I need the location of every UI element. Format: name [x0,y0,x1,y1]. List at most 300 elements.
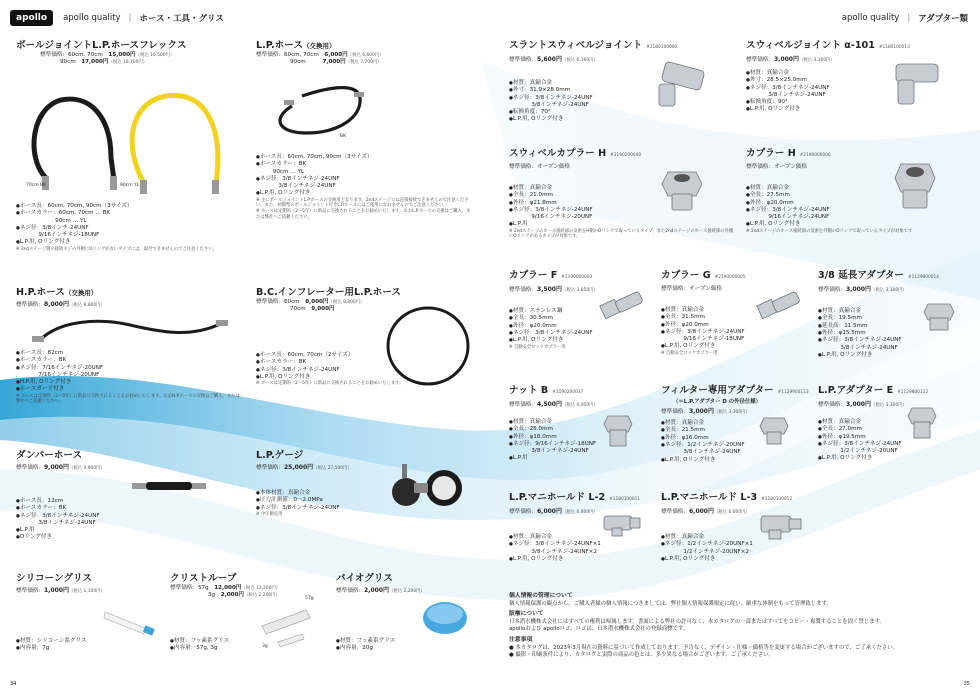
product-title: B.C.インフレーター用L.P.ホース [256,287,401,298]
spec-item: ● 全長：21.0mm [509,192,744,199]
spec-item: ● 本体材質：真鍮合金 [256,490,476,497]
spec-item: ● 材質：真鍮合金 [509,185,744,192]
note: ※ 2ndステージのホース接続部の気密を外側のOリングで取っているタイプが対象です [746,228,913,234]
product-title: バイオグリス [336,573,393,584]
price-tax: （税込 6,600円） [347,53,384,58]
spec-item: ● 材質：真鍮合金 [818,419,978,426]
price-value: 6,000円 [536,508,562,515]
title-main: フィルター専用アダプター [661,385,774,396]
price-line [818,401,978,409]
product-code: #1180100012 [761,497,793,502]
price-line [16,464,246,472]
price-value: 15,000円 [108,52,136,58]
spec-list [16,350,246,405]
product-lp-hose [256,40,476,66]
spec-item: ● 全長：31.5mm [661,314,816,321]
notice-section [509,590,969,660]
note: ※ 自動安全ロックカプラー用 [661,350,718,356]
spec-item: ● ホース長：60cm, 70cm（2サイズ） [256,352,476,359]
slant-swivel-image [655,58,715,110]
price-value: 2,000円 [363,587,389,594]
price-label: 標準価格： [509,57,537,63]
spec-item: ● ネジ径：3/8インチネジ-24UNF [256,505,476,512]
title-main: 3/8 延長アダプター [818,270,905,281]
price-line [818,286,978,294]
silicone-grease-image [100,600,160,640]
spec-item: ● 材質：真鍮合金 [509,419,659,426]
spec-list [509,185,744,240]
price-value: 5,600円 [536,56,562,63]
spec-item: ● 内容量：57g, 3g [170,645,320,652]
lp-manifold-l3-image [755,508,805,542]
spec-item: ● ホース長：60cm, 70cm, 90cm（3サイズ） [256,154,476,161]
price-tax: （税込 3,850円） [561,288,598,293]
spec-item: ● L.P.用, Oリング付き [256,190,476,197]
spec-item: ● Oリング付き [16,534,246,541]
price-line [336,587,476,595]
product-nut-b [509,385,659,463]
coupler-g-image [755,288,805,324]
spec-item: ● ネジ径：1/2インチネジ-20UNF×1 [661,541,821,548]
spec-item: ● 外径：φ20.0mm [661,322,816,329]
price-value: 6,000円 [324,52,348,58]
spec-item: 3/8インチネジ-24UNF [509,101,589,108]
price-value: 2,000円 [220,592,245,598]
spec-item: ● ネジ径：3/8インチネジ-24UNF [661,329,816,336]
spec-item: ● ネジ径：3/8インチネジ-24UNF [256,176,476,183]
filter-adapter-image [758,414,792,450]
spec-item: ● 内容量：7g [16,645,166,652]
product-bio-grease [336,573,476,598]
title-sub: （交換用） [302,42,336,50]
product-silicone-grease [16,573,166,598]
page-number-left: 34 [10,681,17,687]
product-title [509,492,659,506]
title-main: スウィベルカプラー H [509,148,607,159]
price-tax: （税込 3,300円） [870,288,907,293]
spec-item: ● ネジ径：3/8インチネジ-24UNF [16,513,246,520]
product-title: クリストルーブ [170,573,237,584]
price-tax: （税込 13,200円） [241,586,281,591]
price-line: 標準価格：オープン価格 [509,164,571,170]
header-left [10,10,224,26]
spec-item: ● ホースカラー：BK [16,357,246,364]
spec-item: ● 全長：21.5mm [661,427,816,434]
price-line [16,301,246,309]
note: ※ 自動安全ロックカプラー用 [509,344,566,350]
lp-gauge-image [384,458,474,518]
product-code: #2190000005 [714,275,746,280]
privacy-text: 個人情報保護の観点から、ご購入者様の個人情報につきましては、弊社個人情報保護規定に従い、厳重な体制をもって管理致します。 [509,600,832,607]
spec-item: ● L.P.用, Oリング付き [661,457,816,464]
spec-item: 90cm … YL [16,217,87,224]
spec-item: ● L.P.用, Oリング付き [746,221,971,228]
product-title [818,270,978,284]
price-tax: （税込 16,500円） [135,53,175,58]
coupler-h-image [893,158,939,214]
hp-hose-image [20,310,230,350]
coupler-f-image [598,288,648,324]
spec-item: ● L.P.用, Oリング付き [661,556,821,563]
price-label: 70cm [290,306,306,312]
spec-item: ● ネジ径：1/2インチネジ-20UNF [661,442,816,449]
price-tax: （税込 8,800円） [328,300,365,305]
product-title: シリコーングリス [16,573,92,584]
price-line [661,408,816,416]
note: ※ ホースは定期的（2〜5年）に新品に交換されることをお勧めいたします。 [256,381,404,387]
price-line [256,52,476,59]
price-label: 90cm [60,59,76,65]
spec-item: ● L.P.用 [509,455,659,462]
spec-item: ● 転換角度：70° [509,109,739,116]
trademark-text: apolloおよび apolloロゴ、ロゴは、日本潜水機株式会社の登録商標です。 [509,626,689,633]
product-damper-hose [16,450,246,475]
spec-item: ● ネジ径：3/8インチネジ-24UNF [818,337,978,344]
spec-item: 1/2インチネジ-20UNF [818,448,898,455]
spec-list [336,638,476,653]
price-value: 3,000円 [845,401,871,408]
spec-item: ● 材質：フッ素系グリス [336,638,476,645]
spec-item: ● 全長：25.0mm [509,426,659,433]
spec-item: ● ホース長：12cm [16,498,246,505]
spec-item: 3/8インチネジ-24UNF×2 [509,548,598,555]
header-right [842,10,968,26]
spec-list [16,638,166,653]
title-main: L.P.アダプター E [818,385,894,396]
price-label: 標準価格： [16,302,44,308]
product-title [509,148,744,162]
lp-manifold-l2-image [598,508,644,540]
product-title [509,270,659,284]
spec-item: ● 材質：真鍮合金 [746,70,971,77]
spec-item: ● 全長：27.5mm [746,192,971,199]
price-value: 3,500円 [536,286,562,293]
spec-item: 3/8インチネジ-24UNF [818,344,898,351]
product-swivel-coupler-h [509,148,744,240]
spec-item: 3/8インチネジ-24UNF [16,519,96,526]
spec-item: ● L.P.用, Oリング付き [509,556,659,563]
product-lp-adapter-e [818,385,978,463]
title-main: カプラー H [746,148,796,159]
price-label: 標準価格： [509,402,537,408]
price-value: 4,500円 [536,401,562,408]
caution-item: ● 撮影・印刷条件により、カタログと実際の商品の色とは、多少異なる場合がございます。ご了承ください。 [509,652,774,659]
spec-item: ● 圧力計測値：0〜2.0MPa [256,497,476,504]
spec-item: 9/16インチネジ-20UNF [509,214,593,221]
product-title [661,270,816,284]
price-value: 9,000円 [311,306,335,312]
title-main: ナット B [509,385,549,396]
price-value: 3,000円 [688,408,714,416]
price-label: 標準価格：57g [170,585,209,591]
spec-item: ● 材質：真鍮合金 [746,185,971,192]
spec-item: ● 材質：真鍮合金 [509,534,659,541]
price-tax: （税込 2,200円） [388,589,425,594]
price-value: 1,000円 [43,587,69,594]
price-tax: （税込 7,700円） [345,60,382,65]
note: ※ 2ndステージ側の接続ネジの外側にOリングがないタイプには、取付できませんのでご注意ください。 [16,246,217,252]
price-label: 標準価格： [16,465,44,471]
price-label: 標準価格： [818,287,846,293]
product-title [661,492,821,506]
image-caption: 3g [262,644,268,649]
spec-item: ● ホース長：60cm, 70cm, 90cm（3サイズ） [16,203,246,210]
product-title: ボールジョイントL.P.ホースフレックス [16,40,187,51]
spec-item: ● ホースガード付き [16,386,246,393]
product-code: #1129800112 [897,390,929,395]
price-tax: （税込 4,950円） [561,403,598,408]
product-code: #1129800014 [908,275,939,280]
price-tax: （税込 1,100円） [68,589,105,594]
brand-text: apollo quality [63,13,121,23]
note: ※ 中圧測定用 [256,511,283,517]
note: ※ 主にボールジョイントL.P.ホースの交換用となります。2ndステージには直接接続できませんので注意ください。また、初期型のボールジョイント付きL.P.ホースにはご使用になれませんのでご注意ください。 [256,197,469,209]
spec-item: ● L.P.用, Oリング付き [818,455,978,462]
title-main: L.P.マニホールド L-3 [661,492,758,503]
product-title [818,385,978,399]
price-value: 9,000円 [43,464,69,471]
product-code: #2190000006 [799,153,831,158]
price-value: 8,000円 [43,301,69,308]
price-tax: （税込 3,300円） [798,58,835,63]
spec-item: ● ネジ径：3/8インチネジ-24UNF×1 [509,541,659,548]
price-label: 標準価格： [661,509,689,515]
image-caption: 90cm YL [120,183,140,188]
spec-item: ● L.P.用 [16,527,246,534]
spec-item: 1/2インチネジ-20UNF×2 [661,548,750,555]
price-label: 標準価格： [336,588,364,594]
spec-item: ● ホースカラー：60cm, 70cm … BK [16,210,246,217]
spec-item: ● L.P.用, Oリング付き [661,343,816,350]
price-line [170,585,330,592]
price-line: 標準価格：オープン価格 [746,164,808,170]
spec-item: ● ネジ径：3/8インチネジ-24UNF [509,95,739,102]
product-code: #1180100013 [878,45,910,50]
spec-item: ● ネジ径：3/8インチネジ-24UNF [509,207,744,214]
note: ※ ホースは定期的（2〜5年）に新品に交換されることをお勧めいたします。なおH.P.ホースの交換はご購入、または弊社へご依頼ください。 [16,393,240,405]
title-sub: （交換用） [64,289,98,297]
section-title: アダプター類 [918,14,968,24]
spec-item: ● L.P.用, Oリング付き [509,337,659,344]
image-caption: 70cm BK [26,183,47,188]
product-title [746,40,971,54]
spec-item: ● ネジ径：3/8インチネジ-24UNF [256,367,476,374]
price-value: 8,000円 [305,299,329,305]
spec-item: ● ネジ径：3/8インチネジ-24UNF [746,85,971,92]
swivel-a101-image [890,58,946,110]
spec-item: ● ネジ径：9/16インチネジ-18UNF [509,441,659,448]
price-value: 7,000円 [322,59,346,65]
title-main: L.P.ホース [256,40,303,51]
spec-item: ● L.P.用, Oリング付き [256,374,476,381]
price-line [40,52,246,59]
brand-text: apollo quality [841,13,900,23]
spec-list [661,420,816,464]
price-tax: （税込 6,600円） [713,510,750,515]
price-line [509,401,659,409]
caution-title: 注意事項 [509,636,533,643]
copyright-title: 版権について [509,611,544,618]
price-tax: （税込 6,160円） [561,58,598,63]
spec-item: ● 外径：φ18.0mm [509,434,659,441]
image-caption: 57g [305,596,314,601]
price-label: 3g [208,592,216,598]
price-label: 標準価格： [661,409,689,416]
product-code: #2180100000 [646,45,678,50]
spec-item: ● ネジ径：3/8インチネジ-24UNF [509,330,659,337]
price-tax: （税込 9,900円） [68,466,105,471]
spec-item: ● 延長高：11.5mm [818,323,978,330]
spec-item: ● 外径：φ16.0mm [661,435,816,442]
price-tax: （税込 2,200円） [244,593,280,598]
product-code: #1129900113 [777,390,809,395]
price-value: 12,000円 [214,585,242,591]
spec-list [256,154,476,220]
image-caption: BK [340,134,347,139]
price-value: 3,000円 [845,286,871,293]
price-tax: （税込 18,700円） [108,60,148,65]
price-tax: （税込 27,500円） [313,466,352,471]
spec-list [256,352,476,387]
spec-item: ● L.P.用, Oリング付き [746,106,971,113]
spec-item: ● H.P.用, Oリング付き [16,379,246,386]
product-title [509,40,739,54]
ball-joint-hose-image [16,88,226,198]
price-value: 3,000円 [773,56,799,63]
spec-item: ● 材質：真鍮合金 [661,534,821,541]
product-code: #3190200037 [552,390,584,395]
caution-item: ● 本カタログは、2023年3月現在の資料に基づいて作成しております。予告なく、デザイン・仕様・価格等を変更する場合がございますので、ご了承ください。 [509,644,899,651]
title-main: カプラー F [509,270,558,281]
product-code: #1180100011 [609,497,641,502]
copyright-text: 日本潜水機株式会社にはすべての権利は帰属します。書面による弊社の許可なく、本カタログの一部またはすべてをコピー・複製することを固く禁じます。 [509,618,885,625]
price-line: 標準価格：オープン価格 [661,286,723,292]
title-main: H.P.ホース [16,287,65,298]
product-title [509,385,659,399]
product-title [256,40,476,52]
spec-item: ● 材質：ステンレス鋼 [509,308,659,315]
spec-item: ● L.P.用, Oリング付き [509,116,739,123]
swivel-coupler-h-image [660,166,706,214]
lp-adapter-e-image [906,404,940,444]
ext-adapter-image [922,300,958,336]
spec-item: ● 全長：19.5mm [818,315,978,322]
price-value: 25,000円 [283,464,314,471]
spec-item: ● L.P.用 [509,221,744,228]
spec-item: ● 外寸：28.5×25.0mm [746,77,971,84]
spec-item: ● 材質：真鍮合金 [661,307,816,314]
spec-item: ● ホースカラー：BK [16,505,246,512]
product-code: #3190200040 [610,153,642,158]
bio-grease-image [420,598,470,638]
spec-item: ● 全長：27.0mm [818,426,978,433]
spec-item: ● ネジ径：7/16インチネジ-20UNF [16,365,246,372]
spec-item: ● 材質：フッ素系グリス [170,638,320,645]
damper-hose-image [130,476,210,496]
spec-item: 9/16インチネジ-24UNF [746,214,830,221]
note: ※ 2ndステージのホース接続部の気密をH側のOリングで取っているタイプ、また2ndステージのホース接続部の外側にOリングがあるタイプが対象です。 [509,228,734,240]
spec-list [16,203,246,252]
product-title [661,385,816,399]
spec-item: ● 材質：真鍮合金 [661,420,816,427]
spec-list [509,419,659,463]
price-label: 標準価格： [509,509,537,515]
price-label: 標準価格： [818,402,846,408]
price-value: 17,000円 [81,59,109,65]
spec-item: ● 外径：φ21.8mm [509,200,744,207]
title-main: カプラー G [661,270,711,281]
price-label: 標準価格： [509,287,537,293]
spec-item: 3/8インチネジ-24UNF [509,448,589,455]
spec-list [170,638,320,653]
spec-item: 9/16インチネジ-18UNF [661,336,745,343]
nut-b-image [602,412,636,452]
price-tax: （税込 3,300円） [713,410,750,416]
spec-item: ● 全長：30.5mm [509,315,659,322]
spec-item: ● ネジ径：3/8インチネジ-24UNF [818,441,978,448]
price-value: 6,000円 [688,508,714,515]
spec-item: 90cm … YL [256,168,305,175]
spec-item: 3/8インチネジ-24UNF [746,91,826,98]
product-filter-adapter [661,385,816,464]
title-main: スラントスウィベルジョイント [509,40,643,51]
product-hp-hose [16,287,246,312]
spec-item: ● 外径：φ19.5mm [818,434,978,441]
spec-item: ● ホース長：82cm [16,350,246,357]
header-separator: | [907,13,911,23]
spec-item: 9/16インチネジ-18UNF [16,232,100,239]
spec-item: ● 外径：φ20.0mm [509,323,659,330]
page-number-right: 35 [963,681,970,687]
header-separator: | [128,13,132,23]
spec-item: ● 外径：φ15.5mm [818,330,978,337]
spec-item: 7/16インチネジ-20UNF [16,371,100,378]
product-ball-joint-lp-hose [16,40,246,66]
spec-item: ● 外寸：31.9×28.0mm [509,87,739,94]
price-tax: （税込 3,300円） [870,403,907,408]
price-line [60,59,246,66]
spec-item: ● 材質：シリコーン系グリス [16,638,166,645]
price-label: 標準価格： [746,57,774,63]
spec-item: 3/8インチネジ-24UNF [256,183,336,190]
spec-item: ● L.P.用, Oリング付き [16,239,246,246]
spec-item: ● 内容量：20g [336,645,476,652]
price-label: 標準価格：60cm, 70cm [40,52,103,58]
price-line [16,587,166,595]
product-code: #2190000003 [561,275,593,280]
price-tax: （税込 6,600円） [561,510,598,515]
spec-item: ● L.P.用, Oリング付き [818,352,978,359]
price-label: 標準価格：60cm, 70cm [256,52,319,58]
product-title: L.P.ゲージ [256,450,304,461]
price-line [290,59,476,66]
price-label: 標準価格：60cm [256,299,300,305]
product-subtitle: （＝L.P.アダプター D の外径仕様） [673,399,762,405]
spec-list [818,419,978,463]
spec-list [16,498,246,542]
spec-item: ● 材質：真鍮合金 [818,308,978,315]
spec-item: ● ホースカラー：BK [256,359,476,366]
note: ※ ホースは定期的（2〜5年）に新品に交換されることをお勧めいたします。なおL.P.ホースの交換はご購入、または弊社へご依頼ください。 [256,209,471,220]
product-title: ダンパーホース [16,450,83,461]
spec-item: ● 外径：φ20.0mm [746,200,971,207]
price-label: 標準価格： [256,465,284,471]
spec-item: ● 材質：真鍮合金 [509,80,739,87]
spec-item: ● ホースカラー：BK [256,161,476,168]
spec-item: ● 転換角度：90° [746,99,971,106]
spec-item: ● ネジ径：3/8インチ-24UNF [16,225,246,232]
title-main: スウィベルジョイント α-101 [746,40,875,51]
